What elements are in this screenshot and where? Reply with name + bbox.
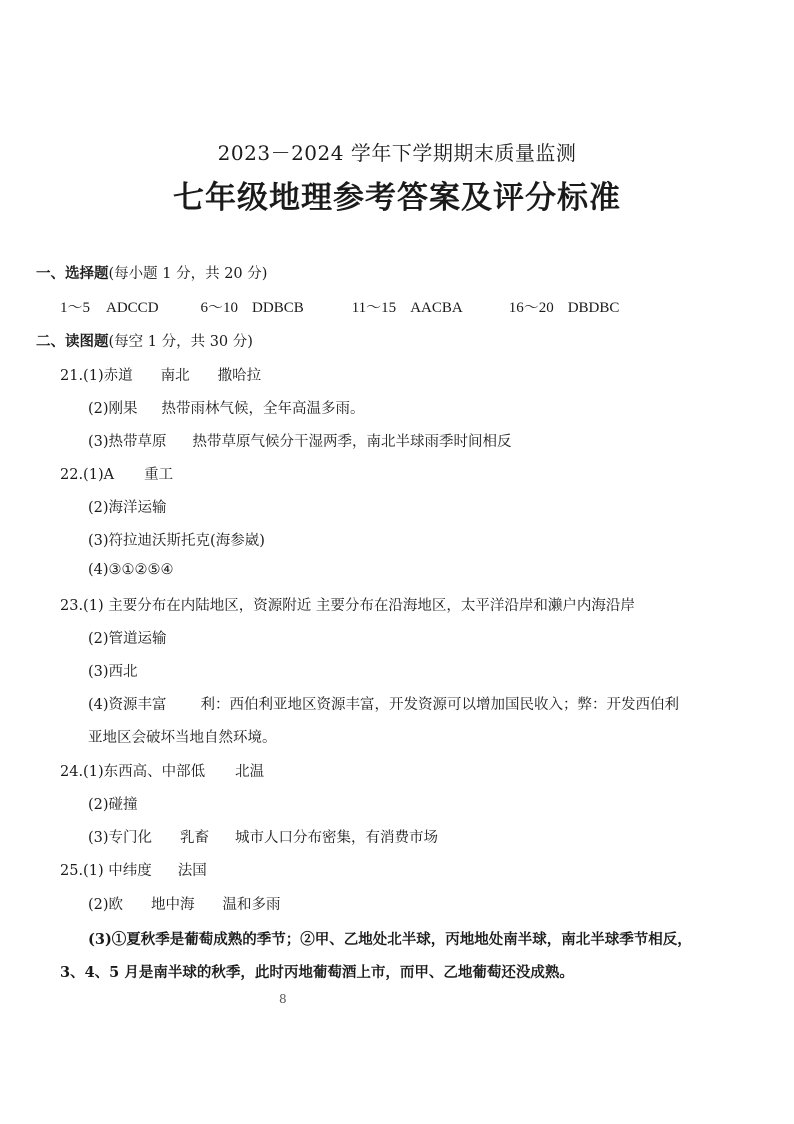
q24-part3 (88, 826, 438, 847)
mc-range-4: 16～20 (508, 300, 554, 316)
q21-part1 (60, 364, 261, 385)
section2-label: 二、读图题 (36, 333, 109, 350)
q24-p1-b: 北温 (235, 764, 265, 780)
q24-part1 (60, 760, 264, 781)
q23-part4-continued: 亚地区会破坏当地自然环境。 (88, 730, 277, 746)
page-number: 8 (279, 992, 287, 1006)
mc-range-1: 1～5 (60, 300, 91, 316)
mc-answer-row (60, 296, 619, 317)
q22-p1-b: 重工 (144, 467, 174, 483)
q25-part3-continued: 3、4、5 月是南半球的秋季，此时丙地葡萄酒上市，而甲、乙地葡萄还没成熟。 (60, 964, 574, 981)
mc-range-2: 6～10 (200, 300, 239, 316)
document-title: 七年级地理参考答案及评分标准 (173, 180, 621, 216)
q21-p3-a: (3)热带草原 (88, 434, 167, 450)
section1-heading (36, 262, 267, 283)
q25-part3: (3)①夏秋季是葡萄成熟的季节；②甲、乙地处北半球，丙地地处南半球，南北半球季节相反， (88, 931, 692, 948)
q21-p2-b: 热带雨林气候，全年高温多雨。 (161, 401, 365, 417)
q23-part3: (3)西北 (88, 664, 138, 680)
q22-part4: (4)③①②⑤④ (88, 562, 174, 578)
mc-answers-1: ADCCD (106, 300, 159, 316)
q21-p1-b: 南北 (160, 368, 190, 384)
q25-p2-c: 温和多雨 (222, 897, 281, 913)
q22-part3: (3)符拉迪沃斯托克(海参崴) (88, 533, 265, 549)
q21-part2 (88, 397, 365, 418)
q21-p1-c: 撒哈拉 (217, 368, 262, 384)
q23-p4-a: (4)资源丰富 (88, 697, 167, 713)
q23-part2: (2)管道运输 (88, 631, 167, 647)
mc-answers-4: DBDBC (567, 300, 620, 316)
q25-p1-a: 25.(1) 中纬度 (60, 863, 152, 879)
q21-p1-a: 21.(1)赤道 (60, 368, 133, 384)
q25-p2-a: (2)欧 (88, 897, 124, 913)
q21-p3-b: 热带草原气候分干湿两季，南北半球雨季时间相反 (192, 434, 512, 450)
q22-p1-a: 22.(1)A (60, 467, 115, 483)
q24-p1-a: 24.(1)东西高、中部低 (60, 764, 206, 780)
q24-p3-a: (3)专门化 (88, 830, 153, 846)
exam-title: 2023－2024 学年下学期期末质量监测 (217, 141, 577, 165)
mc-range-3: 11～15 (351, 300, 397, 316)
q21-p2-a: (2)刚果 (88, 401, 138, 417)
q25-p2-b: 地中海 (151, 897, 195, 913)
q22-part1 (60, 463, 173, 484)
q21-part3 (88, 430, 512, 451)
mc-answers-2: DDBCB (252, 300, 304, 316)
q24-part2: (2)碰撞 (88, 797, 138, 813)
q22-part2: (2)海洋运输 (88, 500, 167, 516)
q23-part1: 23.(1) 主要分布在内陆地区，资源附近 主要分布在沿海地区，太平洋沿岸和濑户内海沿岸 (60, 598, 635, 614)
section2-heading (36, 330, 253, 351)
section1-label: 一、选择题 (36, 265, 109, 282)
section2-note: (每空 1 分，共 30 分) (108, 334, 253, 350)
q23-part4 (88, 693, 679, 714)
q25-p1-b: 法国 (177, 863, 207, 879)
q25-part1 (60, 859, 207, 880)
q24-p3-c: 城市人口分布密集，有消费市场 (235, 830, 439, 846)
q23-p4-b: 利：西伯利亚地区资源丰富，开发资源可以增加国民收入；弊：开发西伯利 (200, 697, 680, 713)
mc-answers-3: AACBA (410, 300, 463, 316)
q24-p3-b: 乳畜 (180, 830, 210, 846)
q25-part2 (88, 893, 281, 914)
section1-note: (每小题 1 分，共 20 分) (108, 266, 268, 282)
